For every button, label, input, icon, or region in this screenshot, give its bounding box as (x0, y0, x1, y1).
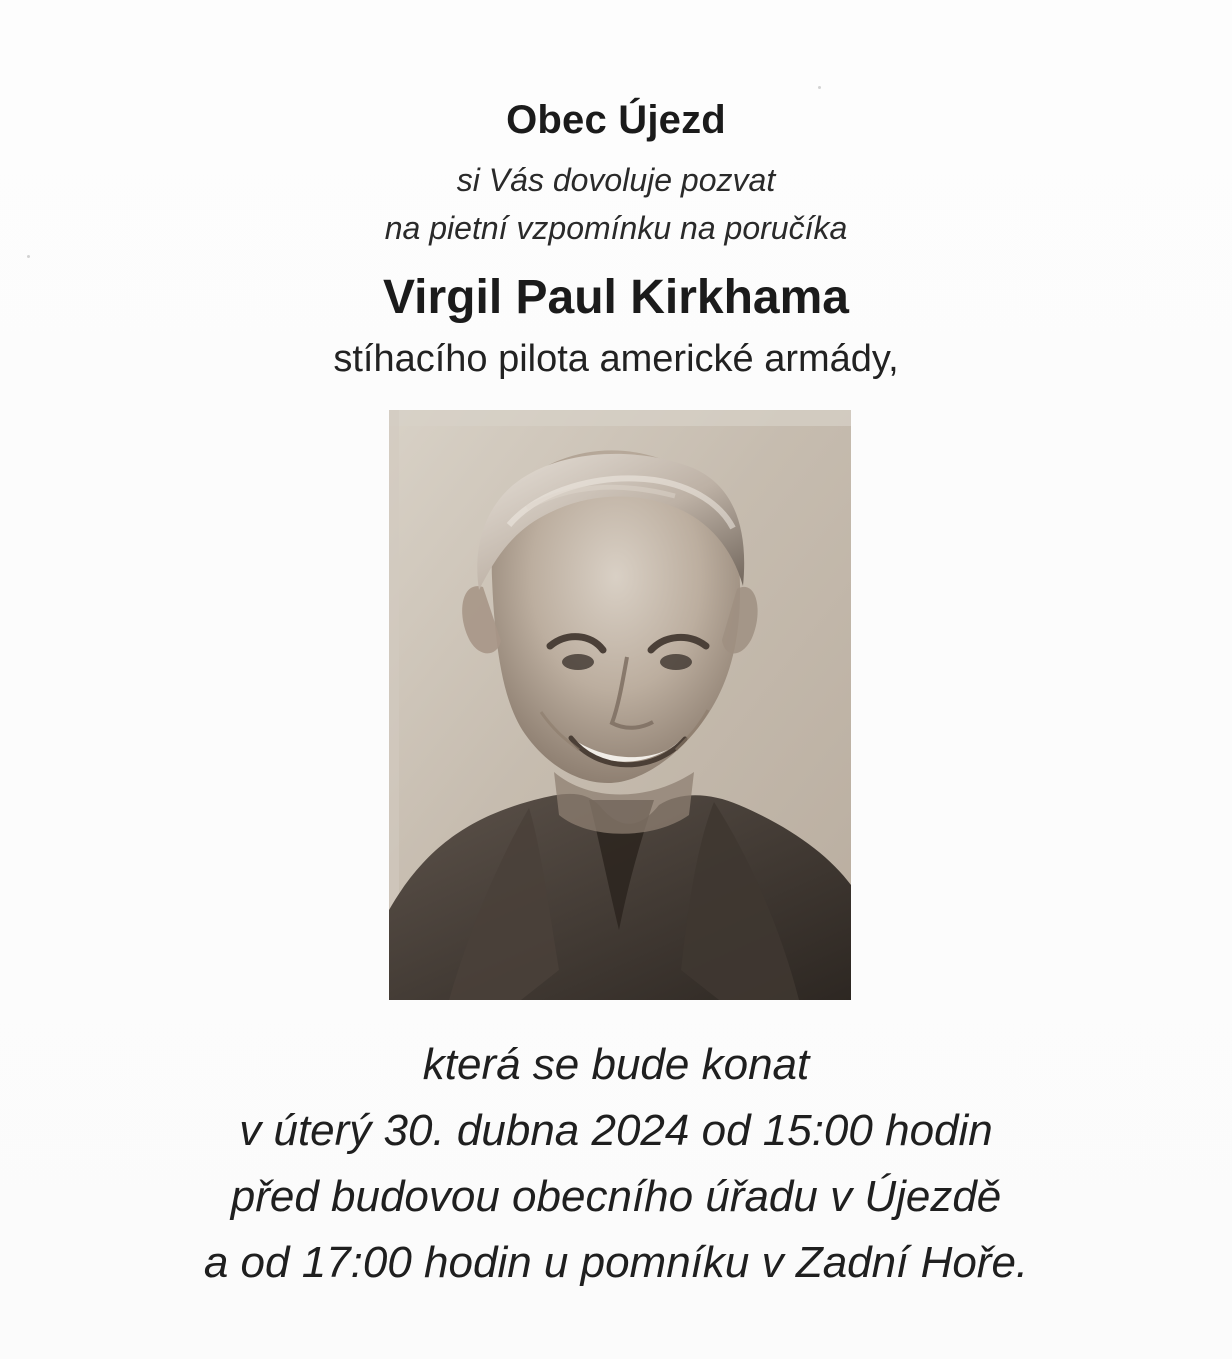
event-line-1: která se bude konat (422, 1040, 810, 1089)
paper-speck (27, 255, 30, 258)
portrait-illustration (389, 410, 851, 1000)
event-line-3: před budovou obecního úřadu v Újezdě (230, 1172, 1002, 1221)
honoree-name: Virgil Paul Kirkhama (383, 271, 849, 324)
organizer-heading: Obec Újezd (506, 98, 726, 142)
honoree-role: stíhacího pilota americké armády, (333, 338, 899, 380)
event-line-4: a od 17:00 hodin u pomníku v Zadní Hoře. (203, 1238, 1029, 1287)
event-line-2: v úterý 30. dubna 2024 od 15:00 hodin (239, 1106, 993, 1155)
invitation-line-1: si Vás dovoluje pozvat (456, 162, 776, 198)
paper-speck (818, 86, 821, 89)
portrait-photo (389, 410, 851, 1000)
invitation-line-2: na pietní vzpomínku na poručíka (384, 210, 848, 246)
